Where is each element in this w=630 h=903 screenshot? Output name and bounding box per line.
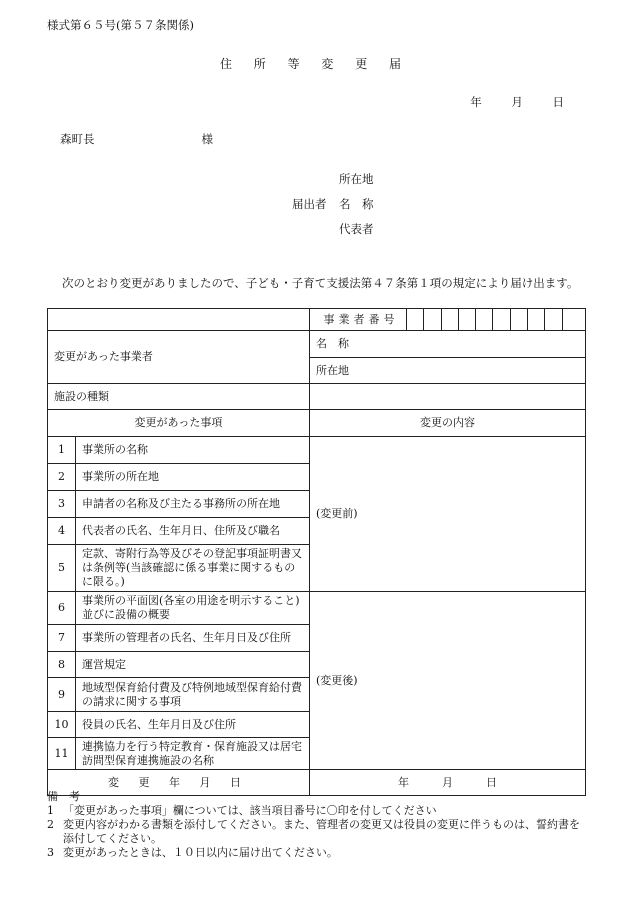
note-item [47, 804, 587, 818]
item-number[interactable]: 5 [48, 545, 76, 592]
date-year-label: 年 [470, 95, 482, 109]
item-number[interactable]: 8 [48, 652, 76, 678]
note-text: 変更があったときは、１０日以内に届け出てください。 [63, 846, 338, 859]
item-text: 定款、寄附行為等及びその登記事項証明書又は条例等(当該確認に係る事業に関するものに限る。) [76, 545, 310, 592]
form-number: 様式第６５号(第５７条関係) [47, 18, 194, 32]
item-number[interactable]: 10 [48, 712, 76, 738]
item-text: 運営規定 [76, 652, 310, 678]
business-address-field[interactable]: 所在地 [310, 358, 586, 384]
item-text: 事業所の所在地 [76, 464, 310, 491]
item-text: 役員の氏名、生年月日及び住所 [76, 712, 310, 738]
item-text: 連携協力を行う特定教育・保育施設又は居宅訪問型保育連携施設の名称 [76, 738, 310, 770]
note-text: 変更内容がわかる書類を添付してください。また、管理者の変更又は役員の変更に伴うものは、誓約書を添付してください。 [63, 818, 580, 845]
item-text: 地域型保育給付費及び特例地域型保育給付費の請求に関する事項 [76, 678, 310, 712]
note-number: 3 [47, 846, 54, 859]
change-date-field[interactable]: 年 月 日 [310, 770, 586, 796]
registration-number-label: 事業者番号 [316, 309, 407, 330]
item-text: 申請者の名称及び主たる事務所の所在地 [76, 491, 310, 518]
change-before-field[interactable] [310, 437, 586, 592]
change-after-field[interactable] [310, 592, 586, 770]
item-number[interactable]: 4 [48, 518, 76, 545]
applicant-name-label: 名 称 [339, 197, 374, 211]
note-item [47, 846, 587, 860]
applicant-block [292, 167, 374, 242]
change-before-label: (変更前) [316, 507, 358, 520]
item-number[interactable]: 6 [48, 592, 76, 625]
note-number: 2 [47, 818, 54, 831]
change-form-table [47, 308, 586, 796]
facility-type-label: 施設の種類 [48, 384, 310, 410]
item-number[interactable]: 11 [48, 738, 76, 770]
addressee-name: 森町長 [60, 132, 95, 146]
item-text: 代表者の氏名、生年月日、住所及び職名 [76, 518, 310, 545]
page-title: 住 所 等 変 更 届 [219, 57, 411, 71]
note-item [47, 818, 587, 846]
change-after-label: (変更後) [316, 673, 358, 687]
item-text: 事業所の管理者の氏名、生年月日及び住所 [76, 625, 310, 652]
item-number[interactable]: 3 [48, 491, 76, 518]
addressee [60, 131, 213, 147]
applicant-location-label: 所在地 [339, 172, 374, 186]
item-number[interactable]: 9 [48, 678, 76, 712]
notes-section [47, 790, 587, 860]
item-text: 事業所の名称 [76, 437, 310, 464]
item-text: 事業所の平面図(各室の用途を明示すること)並びに設備の概要 [76, 592, 310, 625]
applicant-prefix: 届出者 [292, 197, 327, 211]
changed-items-header: 変更があった事項 [48, 410, 310, 437]
note-text: 「変更があった事項」欄については、該当項目番号に〇印を付してください [63, 804, 437, 817]
business-label: 変更があった事業者 [48, 331, 310, 384]
addressee-suffix: 様 [201, 132, 213, 146]
registration-number-field[interactable] [310, 309, 586, 331]
change-content-header: 変更の内容 [310, 410, 586, 437]
notes-heading: 備 考 [47, 790, 80, 803]
date-month-label: 月 [511, 95, 523, 109]
item-number[interactable]: 2 [48, 464, 76, 491]
date-day-label: 日 [552, 95, 564, 109]
note-number: 1 [47, 804, 54, 817]
facility-type-field[interactable] [310, 384, 586, 410]
item-number[interactable]: 7 [48, 625, 76, 652]
item-number[interactable]: 1 [48, 437, 76, 464]
applicant-representative-label: 代表者 [339, 222, 374, 236]
submission-date [444, 94, 564, 110]
body-text: 次のとおり変更がありましたので、子ども・子育て支援法第４７条第１項の規定により届け出ます。 [62, 276, 579, 290]
business-name-field[interactable]: 名 称 [310, 331, 586, 358]
change-date-label: 変 更 年 月 日 [48, 770, 310, 796]
